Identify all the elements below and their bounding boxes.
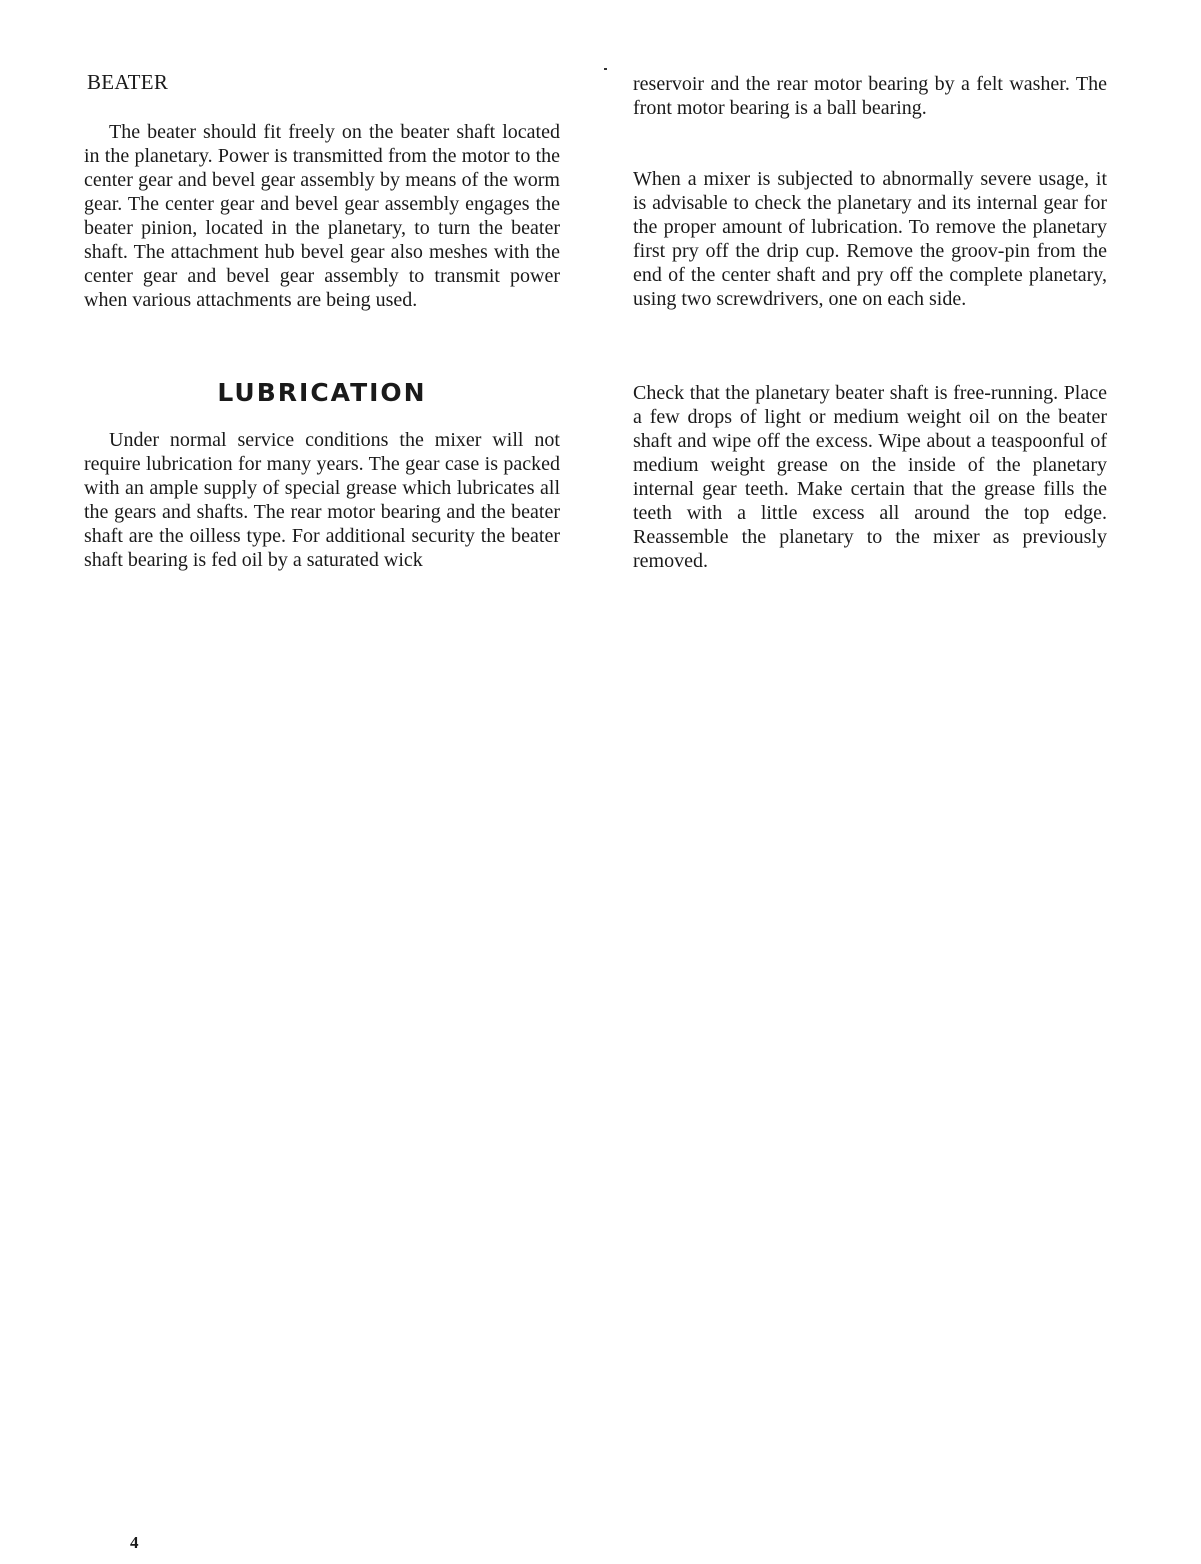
print-speck bbox=[604, 68, 607, 70]
page-number: 4 bbox=[130, 1533, 139, 1552]
lubrication-paragraph: Under normal service conditions the mixer will not require lubrication for many years. The gear case is packed with an ample supply of special grease which lubricates all the gears and shafts. The rear motor bearing and the beater shaft are the oilless type. For additional security the beater shaft bearing is fed oil by a saturated wick bbox=[84, 429, 560, 571]
beater-paragraph: The beater should fit freely on the beater shaft located in the planetary. Power is transmitted from the motor to the center gear and bevel gear assembly by means of the worm gear. The center gear and bevel gear assembly engages the beater pinion, located in the planetary, to turn the beater shaft. The attachment hub bevel gear also meshes with the center gear and bevel gear assembly to transmit power when various attachments are being used. bbox=[84, 121, 560, 311]
check-paragraph: Check that the planetary beater shaft is free-running. Place a few drops of light or medium weight oil on the beater shaft and wipe off the excess. Wipe about a teaspoonful of medium weight grease on the inside of the planetary internal gear teeth. Make certain that the grease fills the teeth with a little excess all around the top edge. Reassemble the planetary to the mixer as previously removed. bbox=[633, 382, 1107, 572]
lubrication-heading: LUBRICATION bbox=[217, 378, 427, 407]
severe-usage-paragraph: When a mixer is subjected to abnormally severe usage, it is advisable to check the planetary and its internal gear for the proper amount of lubrication. To remove the planetary first pry off the drip cup. Remove the groov-pin from the end of the center shaft and pry off the complete planetary, using two screwdrivers, one on each side. bbox=[633, 168, 1107, 310]
continued-paragraph: reservoir and the rear motor bearing by a felt washer. The front motor bearing is a ball bearing. bbox=[633, 73, 1107, 119]
beater-heading: BEATER bbox=[87, 70, 169, 94]
